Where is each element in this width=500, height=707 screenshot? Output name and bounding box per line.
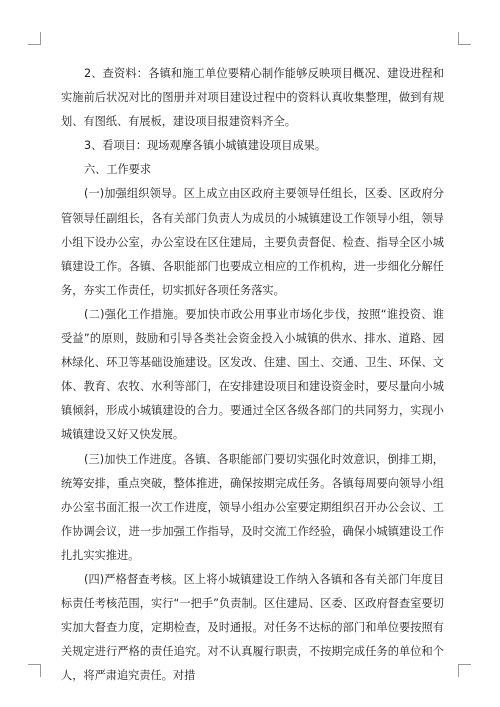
paragraph-supervision-assessment: (四)严格督查考核。区上将小城镇建设工作纳入各镇和各有关部门年度目标责任考核范围，实行“一把手”负责制。区住建局、区委、区政府督查室要切实加大督查力度，定期检查，及时通报。对任务不达标的部门和单位要按照有关规定进行严格的责任追究。对不认真履行职责，不按期完成任务的单位和个人，将严肃追究责任。对措 bbox=[61, 572, 444, 683]
crop-mark-bottom-right bbox=[458, 664, 471, 677]
paragraph-work-progress: (三)加快工作进度。各镇、各职能部门要切实强化时效意识，倒排工期，统筹安排，重点突破，整体推进，确保按期完成任务。各镇每周要向领导小组办公室书面汇报一次工作进度，领导小组办公室要定期组织召开办公会议、工作协调会议，进一步加强工作指导，及时交流工作经验，确保小城镇建设工作扎扎实实推进。 bbox=[61, 452, 444, 562]
crop-mark-top-right bbox=[458, 32, 471, 45]
document-body bbox=[61, 62, 444, 688]
paragraph-organization-leadership: (一)加强组织领导。区上成立由区政府主要领导任组长，区委、区政府分管领导任副组长，各有关部门负责人为成员的小城镇建设工作领导小组，领导小组下设办公室，办公室设在区住建局，主要负责督促、检查、指导全区小城镇建设工作。各镇、各职能部门也要成立相应的工作机构，进一步细化分解任务，夯实工作责任，切实抓好各项任务落实。 bbox=[61, 187, 444, 297]
crop-mark-bottom-left bbox=[28, 664, 41, 677]
crop-mark-top-left bbox=[28, 32, 41, 45]
paragraph-work-measures: (二)强化工作措施。要加快市政公用事业市场化步伐，按照“谁投资、谁受益”的原则，鼓励和引导各类社会资金投入小城镇的供水、排水、道路、园林绿化、环卫等基础设施建设。区发改、住建、国土、交通、卫生、环保、文体、教育、农牧、水利等部门，在安排建设项目和建设资金时，要尽量向小城镇倾斜，形成小城镇建设的合力。要通过全区各级各部门的共同努力，实现小城镇建设又好又快发展。 bbox=[61, 307, 444, 442]
section-heading-work-requirements: 六、工作要求 bbox=[83, 163, 152, 177]
paragraph-check-materials: 2、查资料：各镇和施工单位要精心制作能够反映项目概况、建设进程和实施前后状况对比的图册并对项目建设过程中的资料认真收集整理，做到有规划、有图纸、有展板，建设项目报建资料齐全。 bbox=[61, 67, 444, 129]
paragraph-view-projects: 3、看项目：现场观摩各镇小城镇建设项目成果。 bbox=[83, 139, 327, 153]
